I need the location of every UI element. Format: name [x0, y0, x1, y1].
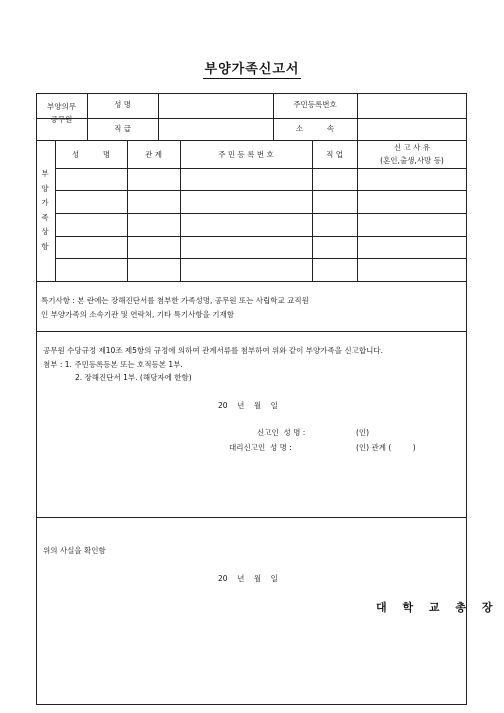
- proxy-seal-relation: (인) 관계 ( ): [356, 443, 416, 452]
- reporter-name-label: 신고인 성 명 :: [257, 428, 306, 437]
- column-header-job: 직 업: [326, 150, 343, 159]
- declaration-date: 20 년 월 일: [218, 401, 278, 410]
- column-header-name: 성 명: [71, 150, 111, 159]
- table-row[interactable]: [56, 191, 466, 213]
- confirmation-date: 20 년 월 일: [218, 574, 278, 583]
- confirmation-text: 위의 사실을 확인함: [43, 546, 106, 555]
- attachment-line-1: 첨부 : 1. 주민등록등본 또는 호적등본 1부.: [43, 360, 183, 369]
- dependents-section-bottom: [36, 281, 467, 282]
- column-header-reason: 신 고 사 유: [393, 143, 431, 152]
- attachment-line-2: 2. 장해진단서 1부. (해당자에 한함): [75, 373, 192, 382]
- table-row[interactable]: [56, 169, 466, 190]
- applicant-group-label-2: 공무원: [50, 115, 73, 124]
- applicant-section-bottom: [36, 140, 467, 141]
- applicant-group-label-1: 부양의무: [47, 102, 76, 111]
- declaration-section-bottom: [36, 517, 467, 518]
- applicant-rrn-label: 주민등록번호: [293, 100, 337, 109]
- table-row[interactable]: [56, 237, 466, 258]
- applicant-rank-label: 직 급: [114, 124, 131, 133]
- table-row[interactable]: [56, 259, 466, 281]
- applicant-affiliation-field[interactable]: [358, 119, 466, 139]
- applicant-rank-field[interactable]: [159, 119, 272, 139]
- document-title: 부양가족신고서: [204, 62, 300, 77]
- column-header-relation: 관 계: [145, 150, 162, 159]
- declaration-statement: 공무원 수당규정 제10조 제5항의 규정에 의하여 관계서류를 첨부하여 위와 같이 부양가족을 신고합니다.: [43, 346, 383, 355]
- notes-line-2: 인 부양가족의 소속기관 및 연락처, 기타 특기사항을 기재함: [41, 310, 234, 319]
- dependents-section-label: 부 양 가 족 상 항: [41, 169, 49, 251]
- notes-section-bottom: [36, 331, 467, 332]
- column-header-rrn: 주 민 등 록 번 호: [218, 150, 274, 159]
- applicant-name-label: 성 명: [114, 100, 131, 109]
- column-header-reason-note: (혼인,출생,사망 등): [380, 156, 444, 165]
- proxy-name-label: 대리신고인 성 명 :: [229, 443, 292, 452]
- table-row[interactable]: [56, 214, 466, 236]
- reporter-seal: (인): [356, 428, 370, 437]
- applicant-rrn-field[interactable]: [358, 94, 466, 117]
- applicant-affiliation-label: 소 속: [295, 124, 335, 133]
- university-president-signatory: 대 학 교 총 장: [376, 601, 499, 614]
- notes-line-1: 특기사항 : 본 란에는 장해진단서를 첨부한 가족성명, 공무원 또는 사립학교 교직원: [41, 296, 309, 305]
- applicant-name-field[interactable]: [159, 94, 272, 117]
